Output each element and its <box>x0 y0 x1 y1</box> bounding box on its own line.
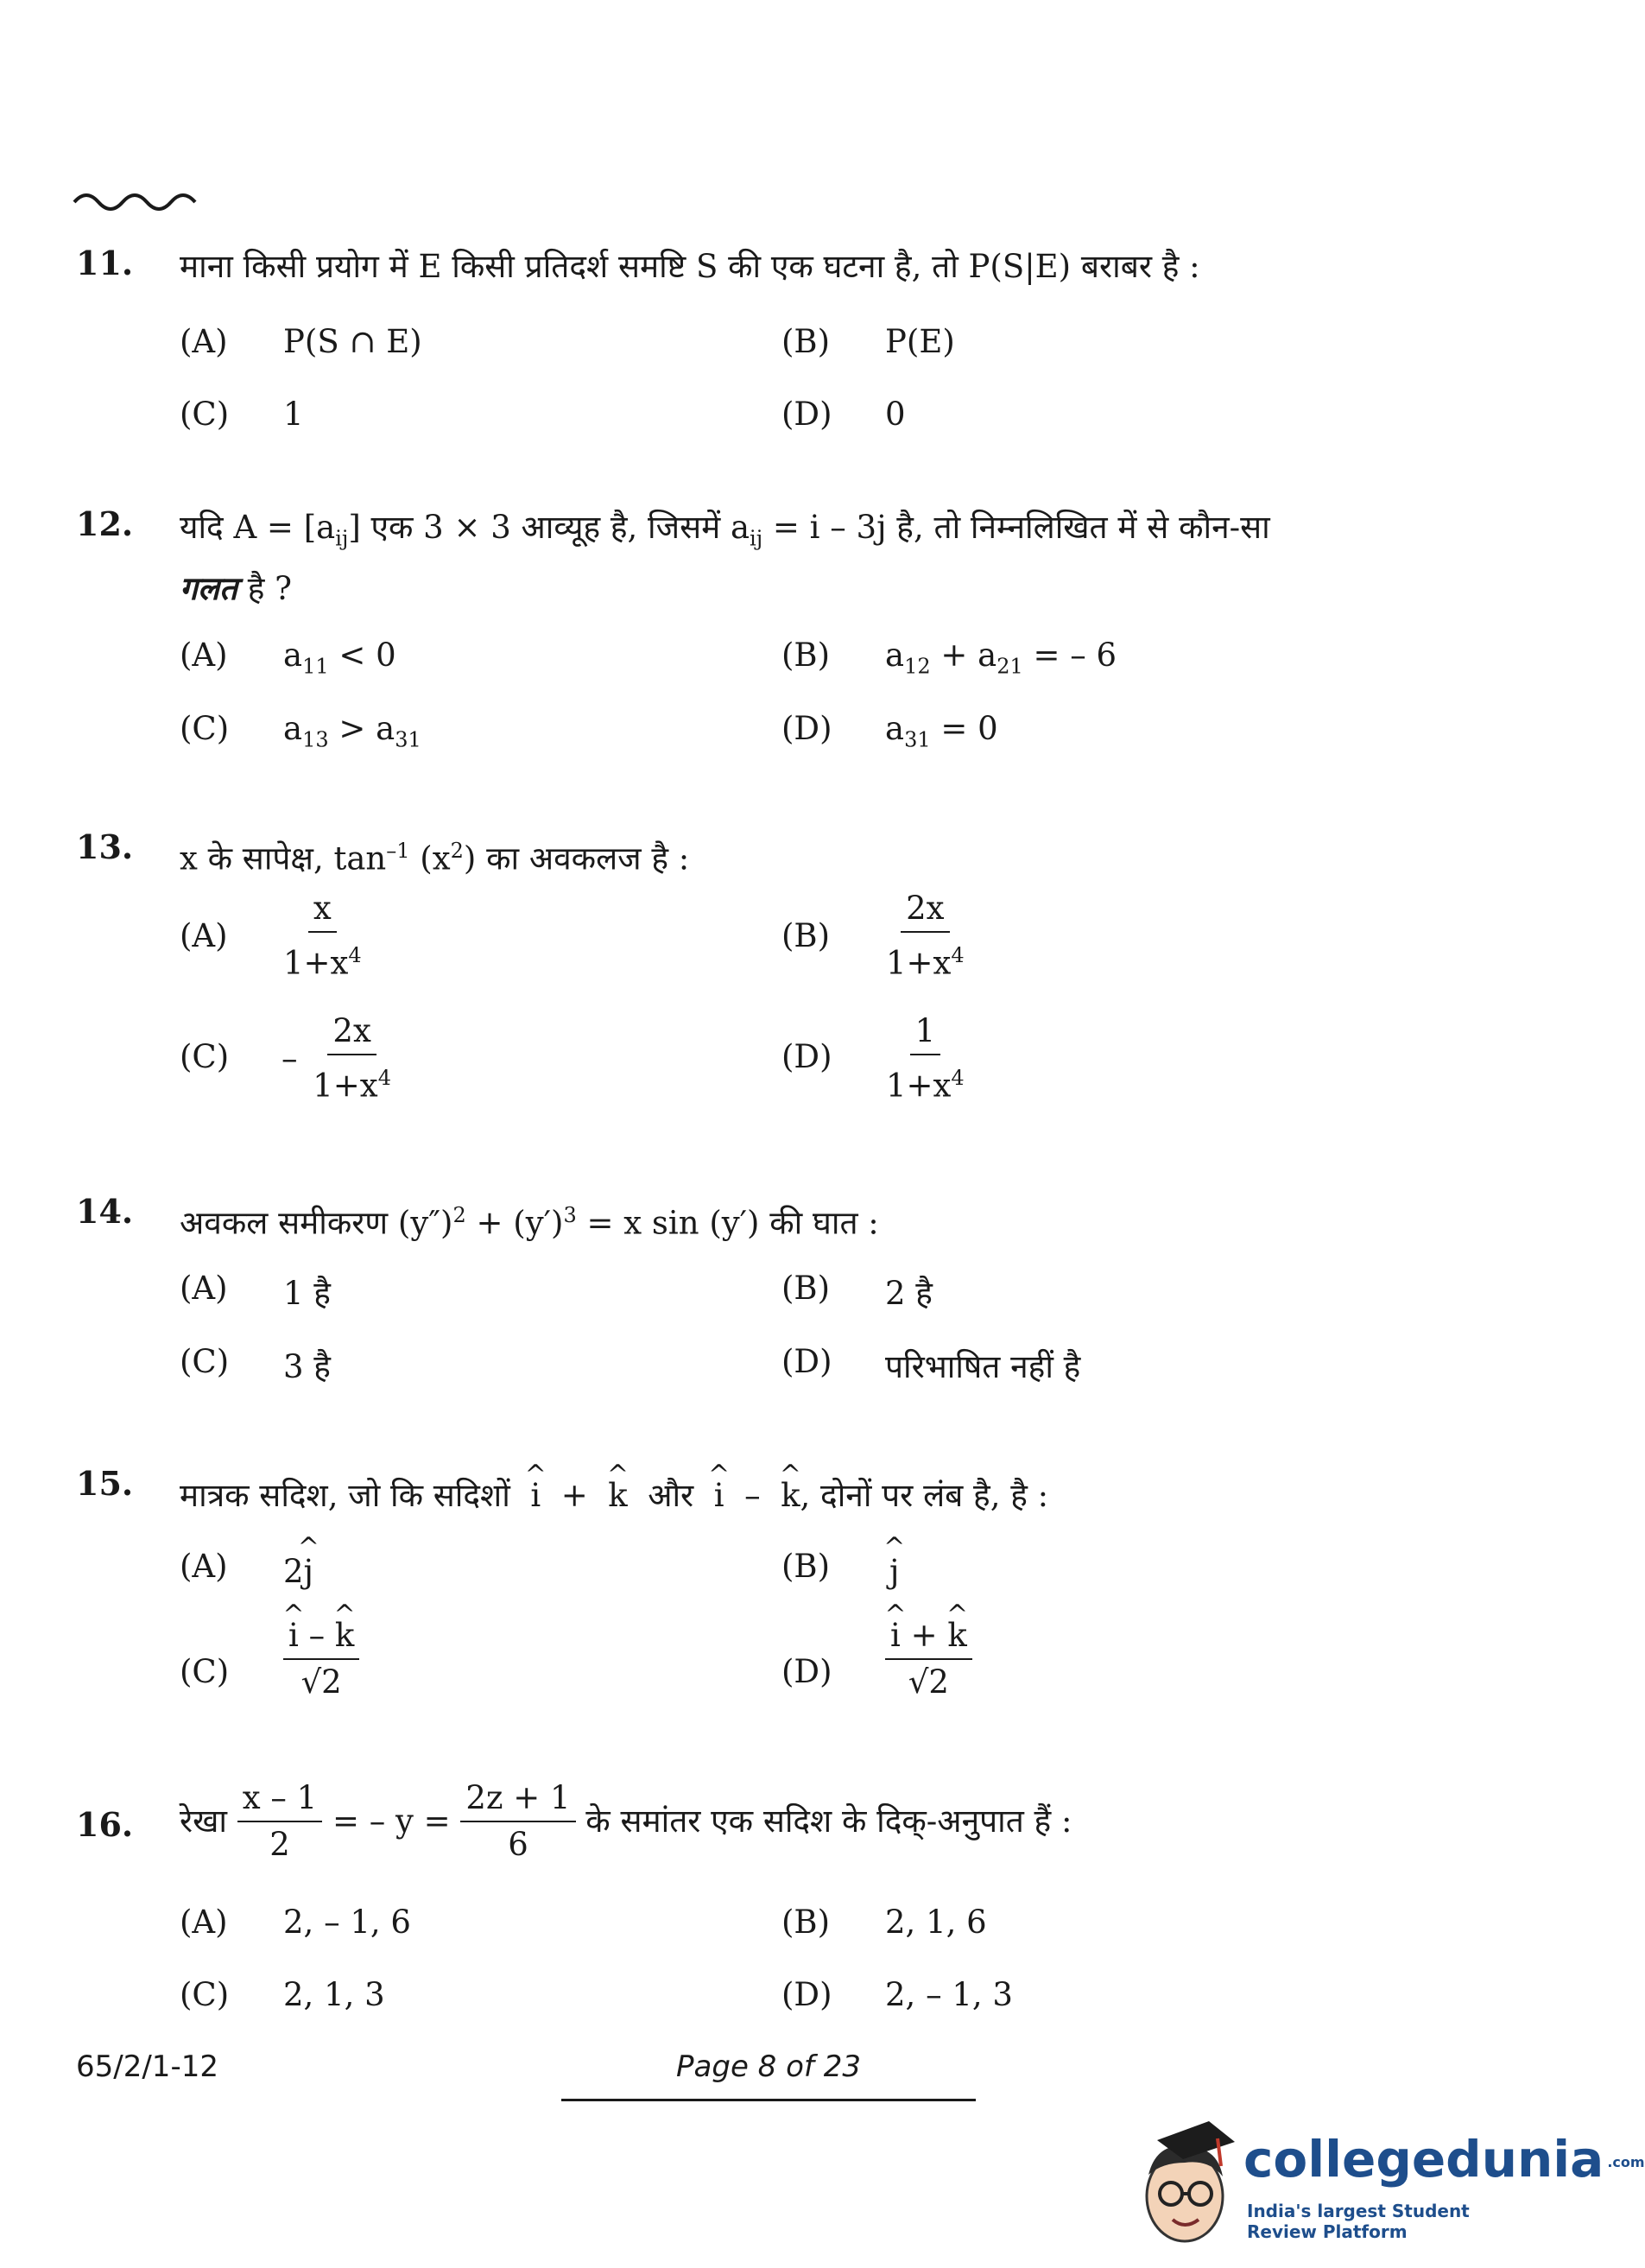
option-label: (B) <box>781 1904 831 1941</box>
question-text: मात्रक सदिश, जो कि सदिशों ^ i + ^ k और ^ i – ^ k, दोनों पर लंब है, है : <box>180 1462 1048 1521</box>
option-value: 3 है <box>283 1348 331 1385</box>
question-text: रेखा $\frac{x - 1}{2}$ = – y = $\frac{2z + 1}{6}$ के समांतर एक सदिश के दिक्-अनुपात हैं : <box>180 1779 1072 1863</box>
option-label: (C) <box>180 1976 230 2013</box>
option-value: ^ $\frac{i + \^{} k}{√2}$ <box>885 1608 972 1701</box>
option-value: 2 है <box>885 1275 933 1312</box>
page-number: Page 8 of 23 <box>676 2049 861 2084</box>
option-value: $\frac{2x}{1+x^4}$ <box>886 890 965 982</box>
option-label: (D) <box>781 1976 832 2013</box>
option-value: – $\frac{2x}{1+x^4}$ <box>282 1012 391 1105</box>
option-label: (C) <box>180 396 230 433</box>
option-value: ^ j <box>889 1544 899 1590</box>
question-text: यदि $A = [a_{ij}]$ एक 3 × 3 आव्यूह है, जिसमें $a_{ij} = i - 3j$ है, तो निम्नलिखित में से कौन-सा गलत है ? <box>180 509 1270 608</box>
option-label: (D) <box>781 396 832 433</box>
option-value: 2, 1, 6 <box>885 1904 987 1941</box>
question-number: 12. <box>76 504 134 543</box>
option-label: (A) <box>180 323 228 360</box>
emphasis-text: गलत <box>180 569 238 608</box>
option-value: 1 <box>283 396 304 433</box>
option-value: 2, – 1, 6 <box>283 1904 411 1941</box>
option-label: (B) <box>781 917 831 954</box>
option-value: 0 <box>885 396 906 433</box>
question-number: 15. <box>76 1464 134 1503</box>
paper-code: 65/2/1-12 <box>76 2049 218 2084</box>
brand-tagline: India's largest Student Review Platform <box>1247 2201 1470 2242</box>
option-label: (D) <box>781 1653 832 1690</box>
footer-divider <box>561 2099 976 2101</box>
option-value: $a_{12} + a_{21}$ = – 6 <box>885 637 1117 679</box>
question-number: 11. <box>76 244 134 282</box>
option-value: P(S ∩ E) <box>283 323 422 360</box>
brand-logo-text: collegedunia .com <box>1243 2130 1645 2189</box>
mascot-icon <box>1131 2114 1243 2261</box>
question-number: 16. <box>76 1805 134 1844</box>
option-label: (C) <box>180 710 230 747</box>
question-text: अवकल समीकरण $(y'')^2 + (y')^3 = x$ sin (y′) की घात : <box>180 1203 879 1242</box>
question-number: 14. <box>76 1192 134 1231</box>
question-number: 13. <box>76 827 134 866</box>
option-label: (A) <box>180 1904 228 1941</box>
option-label: (A) <box>180 1270 228 1307</box>
option-label: (A) <box>180 637 228 674</box>
option-label: (B) <box>781 637 831 674</box>
option-value: $a_{13} > a_{31}$ <box>283 710 421 752</box>
option-label: (B) <box>781 1548 831 1585</box>
option-value: 2, – 1, 3 <box>885 1976 1013 2013</box>
option-value: 2, 1, 3 <box>283 1976 385 2013</box>
option-label: (C) <box>180 1343 230 1380</box>
option-label: (D) <box>781 710 832 747</box>
option-value: 2^ j <box>283 1544 313 1590</box>
question-text: x के सापेक्ष, $\tan^{-1} (x^2)$ का अवकलज है : <box>180 839 690 877</box>
option-label: (A) <box>180 1548 228 1585</box>
option-value: $a_{31} = 0$ <box>885 710 998 752</box>
option-label: (C) <box>180 1653 230 1690</box>
option-value: परिभाषित नहीं है <box>885 1348 1081 1385</box>
option-label: (C) <box>180 1038 230 1075</box>
wave-ornament <box>71 183 200 214</box>
option-value: 1 है <box>283 1275 331 1312</box>
option-label: (B) <box>781 323 831 360</box>
option-label: (A) <box>180 917 228 954</box>
option-value: ^ $\frac{i - \^{} k}{√2}$ <box>283 1608 359 1701</box>
option-label: (D) <box>781 1343 832 1380</box>
option-label: (B) <box>781 1270 831 1307</box>
option-value: $a_{11} < 0$ <box>283 637 396 679</box>
question-text: माना किसी प्रयोग में E किसी प्रतिदर्श समष्टि S की एक घटना है, तो P(S|E) बराबर है : <box>180 248 1200 285</box>
option-value: P(E) <box>885 323 955 360</box>
option-value: $\frac{1}{1+x^4}$ <box>886 1012 965 1105</box>
option-value: $\frac{x}{1+x^4}$ <box>283 890 362 982</box>
option-label: (D) <box>781 1038 832 1075</box>
